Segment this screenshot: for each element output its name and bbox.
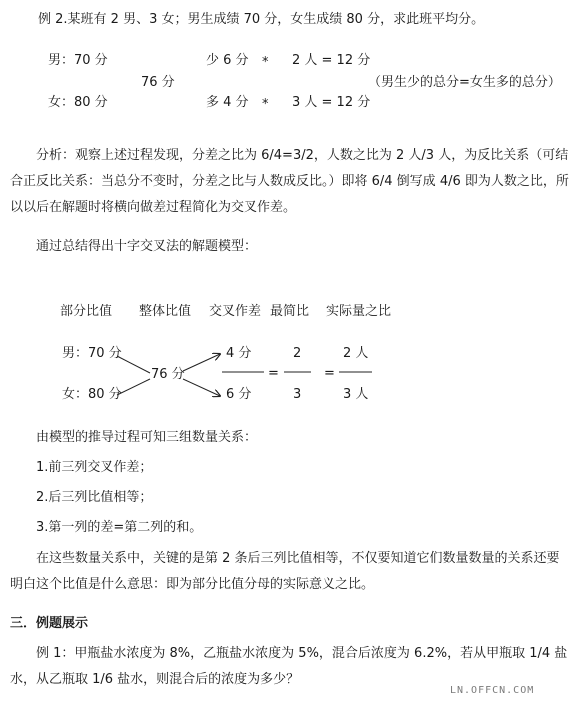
cross-line-female [117, 379, 150, 395]
closing-paragraph: 在这些数量关系中，关键的是第 2 条后三列比值相等，不仅要知道它们数量数量的关系还要明白这个比值是什么意思：即为部分比值分母的实际意义之比。 [10, 551, 560, 592]
model-average: 76 分 [151, 367, 185, 382]
section-title: 三．例题展示 [10, 616, 89, 631]
male-score: 男：70 分 [48, 53, 108, 68]
relations-intro: 由模型的推导过程可知三组数量关系： [36, 430, 258, 445]
model-header-part: 部分比值 [60, 304, 113, 319]
model-female: 女：80 分 [62, 387, 122, 402]
model-header-real: 实际量之比 [326, 304, 392, 319]
balance-note: （男生少的总分=女生多的总分） [368, 75, 561, 90]
example1-question: 例 1：甲瓶盐水浓度为 8%，乙瓶盐水浓度为 5%，混合后浓度为 6.2%，若从甲瓶取 1/4 盐水，从乙瓶取 1/6 盐水，则混合后的浓度为多少？ [10, 646, 568, 687]
example2-title: 例 2.某班有 2 男、3 女；男生成绩 70 分，女生成绩 80 分，求此班平均分。 [38, 12, 485, 27]
model-equals-2: = [324, 366, 335, 381]
model-simplest-top: 2 [293, 346, 302, 361]
model-diff-top: 4 分 [226, 346, 252, 361]
model-equals-1: = [268, 366, 279, 381]
male-diff: 少 6 分 [206, 53, 249, 68]
female-diff: 多 4 分 [206, 95, 249, 110]
model-simplest-bottom: 3 [293, 387, 302, 402]
summary-intro: 通过总结得出十字交叉法的解题模型： [36, 239, 258, 254]
arrow-to-diff-bottom [183, 379, 220, 396]
times-symbol-2: * [262, 97, 269, 112]
model-real-top: 2 人 [343, 346, 369, 361]
model-male: 男：70 分 [62, 346, 122, 361]
model-diff-bottom: 6 分 [226, 387, 252, 402]
model-header-simplest: 最简比 [270, 304, 310, 319]
watermark-logo: LN.OFFCN.COM [450, 685, 535, 696]
model-header-cross: 交叉作差 [209, 304, 262, 319]
relation-3: 3.第一列的差=第二列的和。 [36, 520, 203, 535]
model-header-whole: 整体比值 [139, 304, 192, 319]
analysis-paragraph: 分析：观察上述过程发现，分差之比为 6/4=3/2，人数之比为 2 人/3 人，为反比关系（可结合正反比关系：当总分不变时，分差之比与人数成反比。）即将 6/4 倒写成 4/6 即为人数之比，所以以后在解题时将横向做差过程简化为交叉作差。 [10, 148, 569, 215]
times-symbol-1: * [262, 55, 269, 70]
model-real-bottom: 3 人 [343, 387, 369, 402]
cross-line-male [117, 356, 150, 373]
relation-1: 1.前三列交叉作差； [36, 460, 153, 475]
relation-2: 2.后三列比值相等； [36, 490, 153, 505]
male-product: 2 人 = 12 分 [292, 53, 371, 68]
average-score: 76 分 [141, 75, 175, 90]
arrow-to-diff-top [183, 354, 220, 371]
female-score: 女：80 分 [48, 95, 108, 110]
female-product: 3 人 = 12 分 [292, 95, 371, 110]
